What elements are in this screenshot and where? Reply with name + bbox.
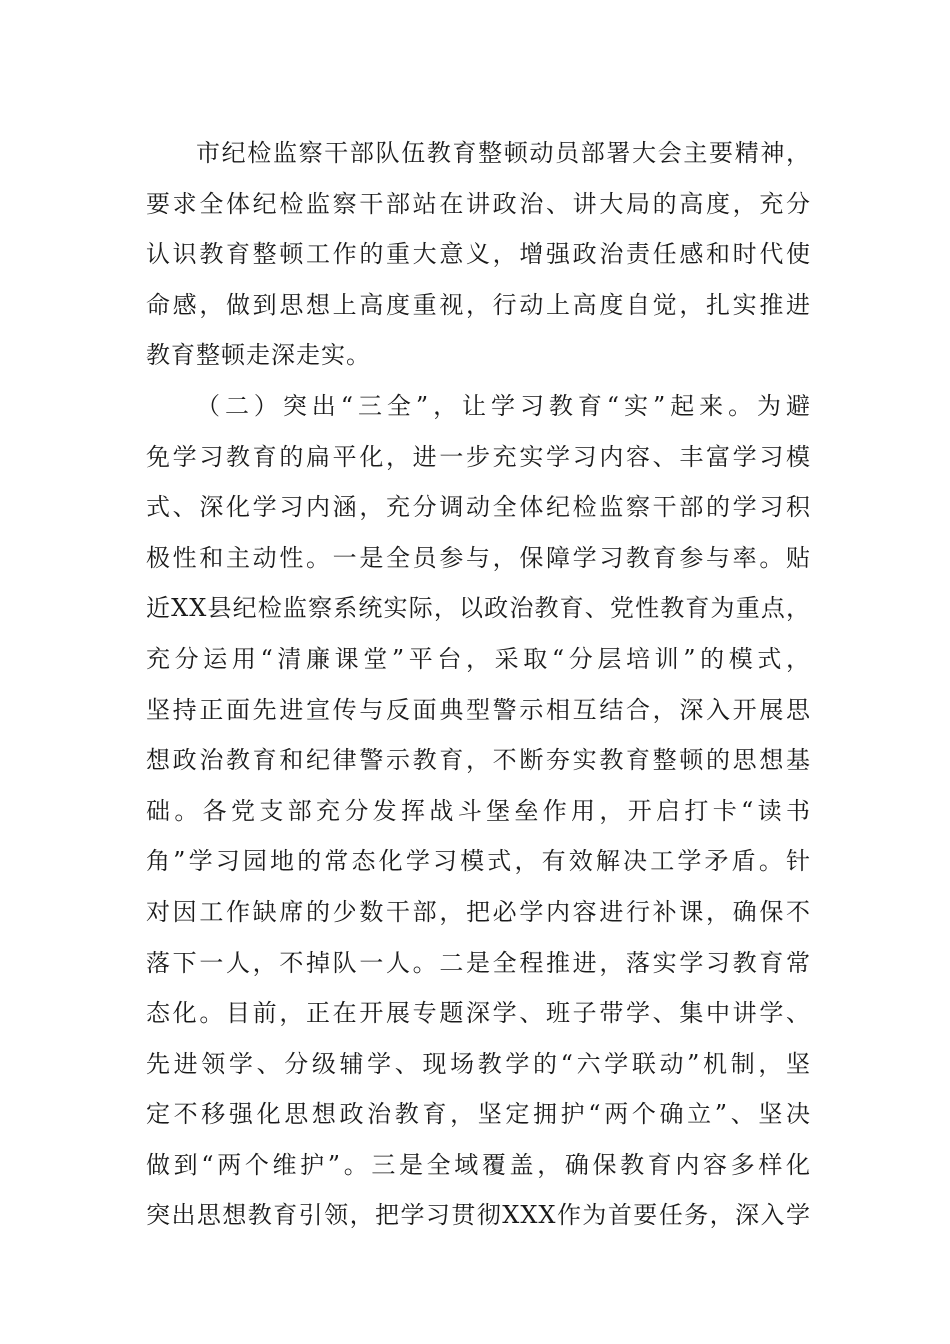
text-line: 教育整顿走深走实。 (146, 341, 371, 370)
text-line: 极性和主动性。一是全员参与，保障学习教育参与率。贴 (146, 543, 811, 572)
text-line: 先进领学、分级辅学、现场教学的“六学联动”机制，坚 (146, 1049, 811, 1078)
text-line: 免学习教育的扁平化，进一步充实学习内容、丰富学习模 (146, 442, 811, 471)
text-line: 角”学习园地的常态化学习模式，有效解决工学矛盾。针 (146, 847, 811, 876)
text-line: 近XX县纪检监察系统实际，以政治教育、党性教育为重点， (146, 594, 811, 623)
text-line: 市纪检监察干部队伍教育整顿动员部署大会主要精神， (196, 139, 811, 167)
text-line: 充分运用“清廉课堂”平台，采取“分层培训”的模式， (146, 644, 811, 673)
text-line: 做到“两个维护”。三是全域覆盖，确保教育内容多样化 (146, 1150, 811, 1179)
text-line: 认识教育整顿工作的重大意义，增强政治责任感和时代使 (146, 240, 811, 269)
text-line: 坚持正面先进宣传与反面典型警示相互结合，深入开展思 (146, 695, 811, 724)
section-heading-line: （二）突出“三全”，让学习教育“实”起来。为避 (196, 391, 811, 420)
text-line: 突出思想教育引领，把学习贯彻XXX作为首要任务，深入学 (146, 1201, 811, 1230)
text-line: 式、深化学习内涵，充分调动全体纪检监察干部的学习积 (146, 493, 811, 522)
text-line: 对因工作缺席的少数干部，把必学内容进行补课，确保不 (146, 897, 811, 926)
text-line: 础。各党支部充分发挥战斗堡垒作用，开启打卡“读书 (146, 796, 811, 825)
document-body (146, 128, 811, 1241)
text-line: 命感，做到思想上高度重视，行动上高度自觉，扎实推进 (146, 290, 811, 319)
text-line: 想政治教育和纪律警示教育，不断夯实教育整顿的思想基 (146, 746, 811, 775)
text-line: 定不移强化思想政治教育，坚定拥护“两个确立”、坚决 (146, 1100, 811, 1129)
text-line: 要求全体纪检监察干部站在讲政治、讲大局的高度，充分 (146, 189, 811, 218)
text-line: 态化。目前，正在开展专题深学、班子带学、集中讲学、 (146, 999, 811, 1028)
text-line: 落下一人，不掉队一人。二是全程推进，落实学习教育常 (146, 948, 811, 977)
